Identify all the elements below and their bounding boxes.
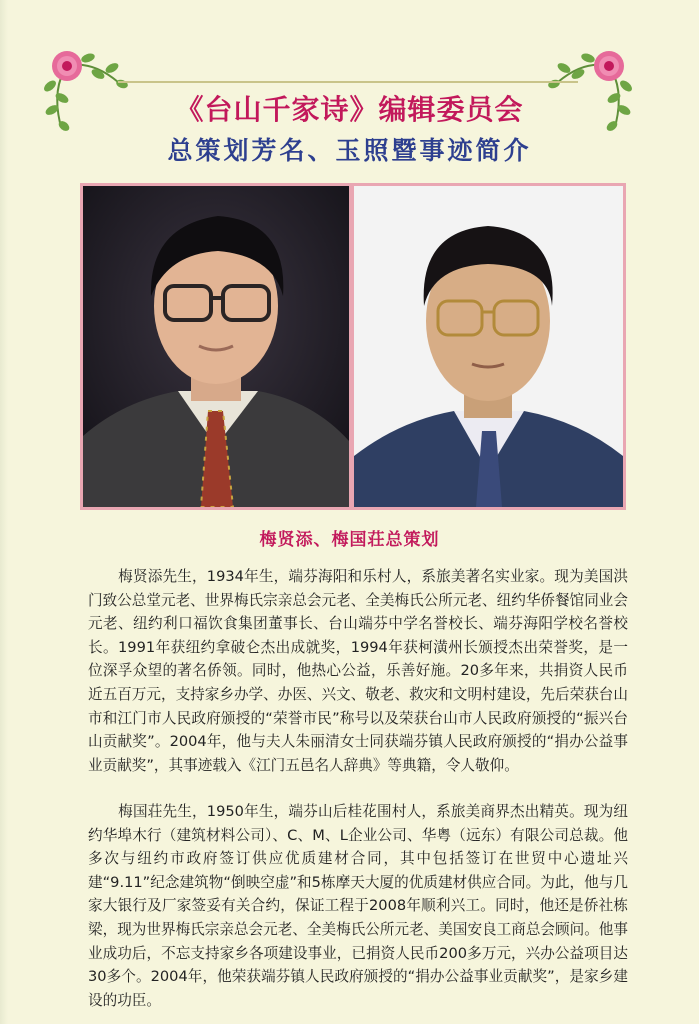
portrait-right (354, 186, 623, 507)
photo-caption: 梅贤添、梅国荘总策划 (259, 530, 440, 550)
header-divider (118, 81, 578, 83)
page-title: 《台山千家诗》编辑委员会 (175, 93, 524, 126)
portrait-left (83, 186, 349, 507)
bio-text-2: 梅国荘先生，1950年生，端芬山后桂花围村人，系旅美商界杰出精英。现为纽约华埠木行（建筑材料公司）、C、M、L企业公司、华粤（远东）有限公司总裁。他多次与纽约市政府签订供应优质建材合同，其中包括签订在世贸中心遗址兴建“9.11”纪念建筑物“倒映空虚”和5栋摩天大厦的优质建材供应合同。为此，他与几家大银行及厂家签妥有关合约，保证工程于2008年顺利兴工。同时，他还是侨社栋梁，现为世界梅氏宗亲总会元老、全美梅氏公所元老、美国安良工商总会顾问。他事业成功后，不忘支持家乡各项建设事业，已捐资人民币200多万元，兴办公益项目达30多个。2004年，他荣获端芬镇人民政府颁授的“捐办公益事业贡献奖”，是家乡建设的功臣。 (88, 803, 628, 1009)
page-subtitle: 总策划芳名、玉照暨事迹简介 (167, 136, 532, 165)
bio-paragraph-mei-xiantian (88, 565, 628, 777)
bio-paragraph-mei-guozhuang (88, 800, 628, 1012)
portrait-frame (80, 183, 626, 510)
bio-text-1: 梅贤添先生，1934年生，端芬海阳和乐村人，系旅美著名实业家。现为美国洪门致公总堂元老、世界梅氏宗亲总会元老、全美梅氏公所元老、纽约华侨餐馆同业会元老、纽约利口福饮食集团董事长、台山端芬中学名誉校长、端芬海阳学校名誉校长。1991年获纽约拿破仑杰出成就奖，1994年获柯潢州长颁授杰出荣誉奖，是一位深孚众望的著名侨领。同时，他热心公益，乐善好施。20多年来，共捐资人民币近五百万元，支持家乡办学、办医、兴文、敬老、救灾和文明村建设，先后荣获台山市和江门市人民政府颁授的“荣誉市民”称号以及荣获台山市人民政府颁授的“振兴台山贡献奖”。2004年，他与夫人朱丽清女士同获端芬镇人民政府颁授的“捐办公益事业贡献奖”，其事迹载入《江门五邑名人辞典》等典籍，令人敬仰。 (88, 568, 628, 774)
